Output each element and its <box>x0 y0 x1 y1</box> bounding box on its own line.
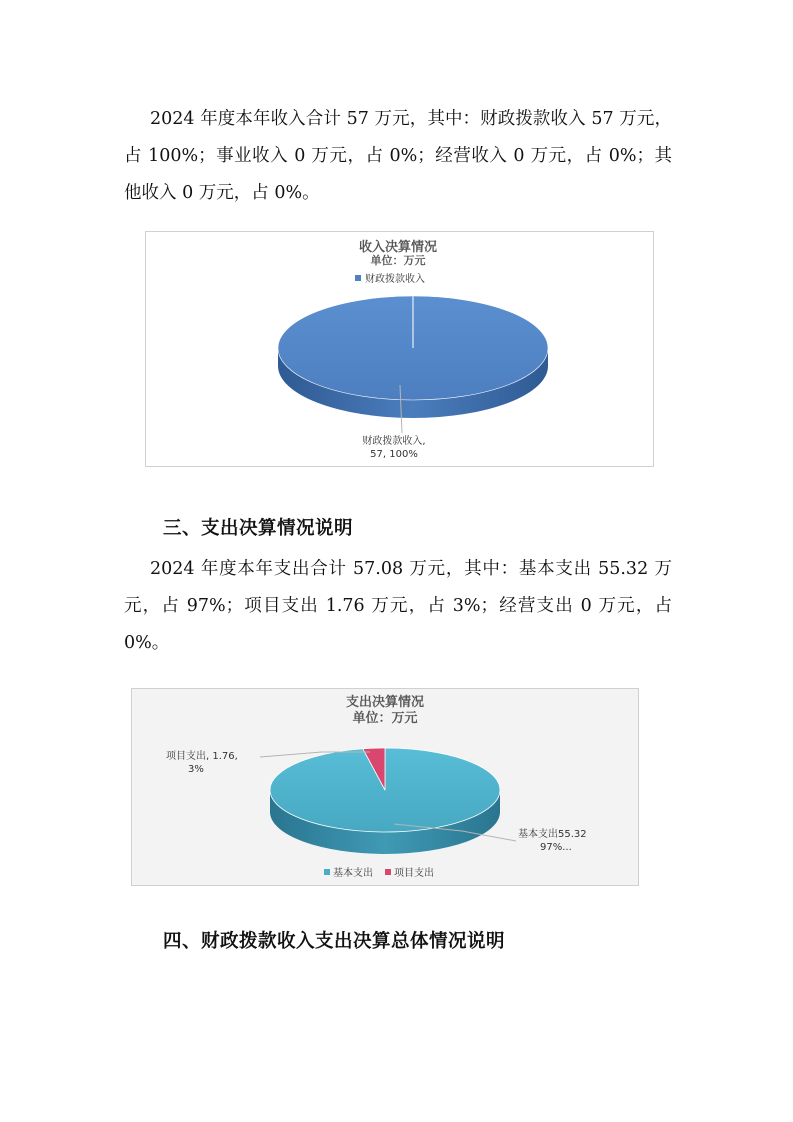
income-pie-chart <box>145 231 654 467</box>
expense-legend-swatch-basic <box>324 869 330 875</box>
expense-data-label-project-line1: 项目支出, 1.76, <box>166 751 238 762</box>
income-chart-subtitle: 单位：万元 <box>370 254 426 267</box>
income-chart-title: 收入决算情况 <box>358 240 438 255</box>
expense-chart-subtitle: 单位：万元 <box>352 711 418 726</box>
expense-pie <box>270 748 500 854</box>
income-summary-paragraph <box>124 101 672 212</box>
section3-heading: 三、支出决算情况说明 <box>163 518 354 539</box>
expense-summary-text: 2024 年度本年支出合计 57.08 万元，其中：基本支出 55.32 万元，占 97%；项目支出 1.76 万元，占 3%；经营支出 0 万元，占 0%。 <box>124 559 672 653</box>
income-data-label-line1: 财政拨款收入, <box>362 436 426 447</box>
income-legend-swatch <box>355 275 361 281</box>
expense-summary-paragraph <box>124 551 672 662</box>
expense-chart-title: 支出决算情况 <box>345 695 425 710</box>
expense-pie-chart <box>131 688 639 886</box>
expense-data-label-project-line2: 3% <box>188 764 204 775</box>
expense-data-label-basic-line1: 基本支出55.32 <box>518 829 587 840</box>
section4-heading: 四、财政拨款收入支出决算总体情况说明 <box>163 931 506 952</box>
expense-data-label-basic-line2: 97%... <box>540 842 572 853</box>
expense-legend-swatch-project <box>385 869 391 875</box>
income-summary-text: 2024 年度本年收入合计 57 万元，其中：财政拨款收入 57 万元，占 100%；事业收入 0 万元，占 0%；经营收入 0 万元，占 0%；其他收入 0 万元，占 0%。 <box>124 109 672 203</box>
expense-legend-label-basic: 基本支出 <box>333 868 373 879</box>
income-legend-label: 财政拨款收入 <box>365 274 425 285</box>
income-pie <box>278 296 548 418</box>
income-data-label-line2: 57, 100% <box>370 449 418 460</box>
expense-legend-label-project: 项目支出 <box>394 868 434 879</box>
